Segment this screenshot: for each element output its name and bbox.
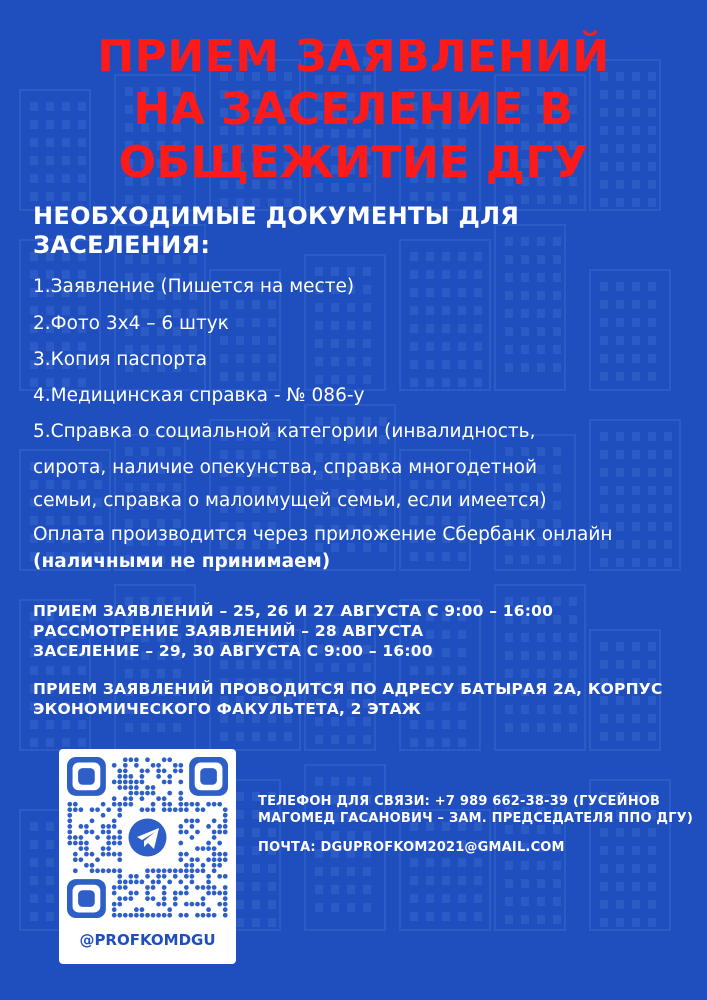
schedule-line: ПРИЕМ ЗАЯВЛЕНИЙ – 25, 26 И 27 АВГУСТА С 9:00 – 16:00 (33, 602, 554, 620)
list-item: 2.Фото 3х4 – 6 штук (33, 313, 229, 334)
schedule-line: РАССМОТРЕНИЕ ЗАЯВЛЕНИЙ – 28 АВГУСТА (33, 622, 424, 640)
qr-card[interactable] (59, 749, 236, 964)
list-item: 4.Медицинская справка - № 086-у (33, 385, 365, 406)
email-text: ПОЧТА: DGUPROFKOM2021@GMAIL.COM (258, 840, 565, 855)
title-line: ПРИЕМ ЗАЯВЛЕНИЙ (97, 31, 610, 82)
documents-heading: НЕОБХОДИМЫЕ ДОКУМЕНТЫ ДЛЯ ЗАСЕЛЕНИЯ: (33, 202, 520, 259)
payment-cash-note: (наличными не принимаем) (33, 551, 331, 572)
qr-handle[interactable]: @PROFKOMDGU (79, 931, 216, 949)
payment-text: Оплата производится через приложение Сбербанк онлайн (33, 524, 613, 545)
schedule-line: ЗАСЕЛЕНИЕ – 29, 30 АВГУСТА С 9:00 – 16:00 (33, 642, 433, 660)
contacts-block (258, 793, 698, 856)
phone-text: ТЕЛЕФОН ДЛЯ СВЯЗИ: +7 989 662-38-39 (ГУСЕЙНОВ МАГОМЕД ГАСАНОВИЧ – ЗАМ. ПРЕДСЕДАТЕЛЯ ППО ДГУ) (258, 794, 694, 826)
telegram-icon (129, 819, 167, 857)
list-item: 5.Справка о социальной категории (инвалидность, (33, 421, 536, 442)
list-item: 1.Заявление (Пишется на месте) (33, 276, 355, 297)
page-title (0, 30, 707, 189)
address-block: ПРИЕМ ЗАЯВЛЕНИЙ ПРОВОДИТСЯ ПО АДРЕСУ БАТЫРАЯ 2А, КОРПУС ЭКОНОМИЧЕСКОГО ФАКУЛЬТЕТА, 2 ЭТАЖ (33, 680, 663, 718)
list-item: семьи, справка о малоимущей семьи, если имеется) (33, 490, 547, 511)
title-line: ОБЩЕЖИТИЕ ДГУ (118, 137, 589, 188)
list-item: 3.Копия паспорта (33, 349, 208, 370)
title-line: НА ЗАСЕЛЕНИЕ В (133, 84, 574, 135)
payment-note (33, 521, 693, 575)
list-item: сирота, наличие опекунства, справка многодетной (33, 457, 538, 478)
schedule-block (33, 601, 693, 661)
qr-code[interactable] (67, 757, 228, 918)
